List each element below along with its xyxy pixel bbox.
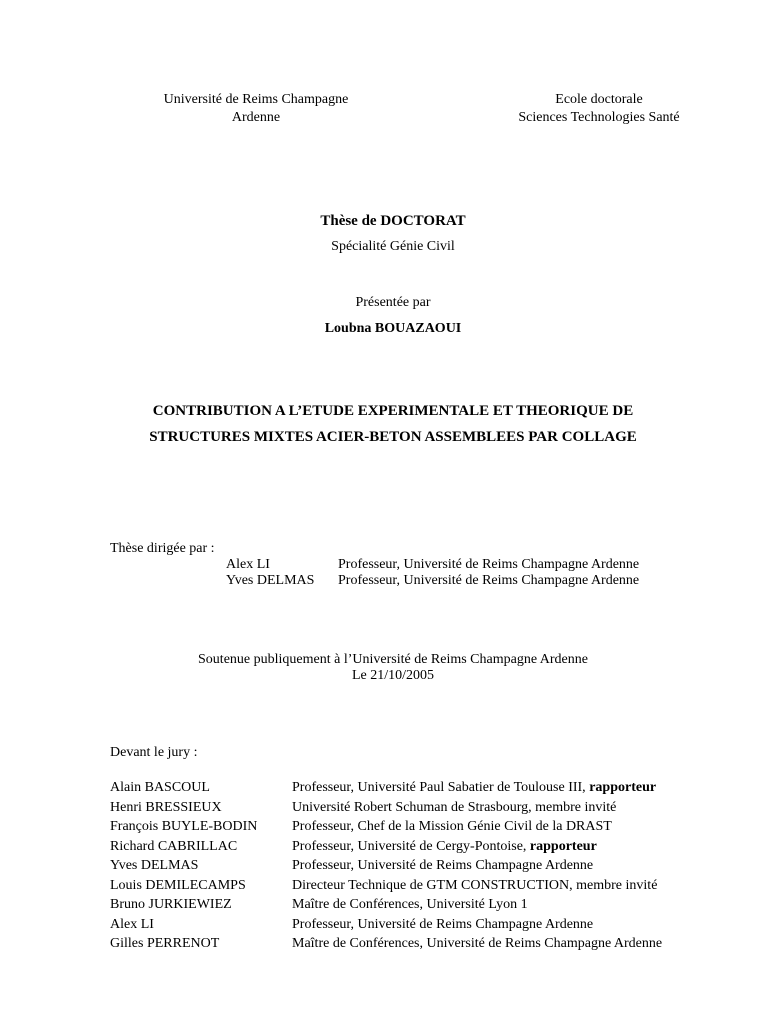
jury-member-role-text: Université Robert Schuman de Strasbourg, membre invité: [292, 799, 617, 815]
jury-member: [0, 778, 768, 798]
jury-member-role: [292, 934, 662, 954]
jury-member: [0, 837, 768, 857]
jury-label: Devant le jury :: [110, 745, 198, 760]
jury-member-role-text: Professeur, Université Paul Sabatier de Toulouse III,: [292, 780, 590, 795]
supervisor-1-name: Alex LI: [226, 557, 270, 572]
jury-member-role-text: Professeur, Université de Reims Champagne Ardenne: [292, 916, 594, 932]
jury-member-name: Bruno JURKIEWIEZ: [110, 897, 232, 912]
thesis-type: Thèse de DOCTORAT: [320, 213, 466, 229]
jury-member-role-text: Professeur, Université de Cergy-Pontoise,: [292, 838, 530, 854]
defense-date: Le 21/10/2005: [351, 668, 435, 683]
jury-member-name: Yves DELMAS: [110, 858, 199, 873]
jury-member-role: [292, 778, 656, 798]
thesis-title-line-2: STRUCTURES MIXTES ACIER-BETON ASSEMBLEES PAR COLLAGE: [149, 429, 637, 445]
jury-member-role: [292, 817, 612, 837]
jury-member-role: [292, 876, 657, 896]
defense-location: Soutenue publiquement à l’Université de Reims Champagne Ardenne: [198, 652, 588, 667]
jury-member-role-text: Directeur Technique de GTM CONSTRUCTION, membre invité: [292, 877, 658, 893]
jury-member: [0, 895, 768, 915]
jury-member: [0, 798, 768, 818]
supervisor-1-role: Professeur, Université de Reims Champagne Ardenne: [338, 557, 640, 572]
university-line-2: Ardenne: [231, 110, 281, 125]
jury-member: [0, 934, 768, 954]
doctoral-school: [488, 91, 710, 127]
university-name: [150, 91, 362, 127]
jury-member-role: [292, 856, 593, 876]
jury-member-role: [292, 837, 597, 857]
jury-member-role-bold: rapporteur: [589, 780, 657, 795]
presented-by: Présentée par: [355, 295, 431, 310]
jury-member-name: Gilles PERRENOT: [110, 936, 220, 951]
jury-member-role: [292, 915, 593, 935]
jury-member-role-text: Maître de Conférences, Université Lyon 1: [292, 897, 528, 912]
jury-member-role-text: Professeur, Université de Reims Champagne Ardenne: [292, 858, 594, 873]
jury-member-role-text: Professeur, Chef de la Mission Génie Civil de la DRAST: [292, 819, 612, 834]
jury-member-name: François BUYLE-BODIN: [110, 819, 258, 834]
jury-member: [0, 856, 768, 876]
jury-member-name: Louis DEMILECAMPS: [110, 877, 246, 893]
jury-member-name: Alex LI: [110, 916, 154, 932]
jury-member-name: Richard CABRILLAC: [110, 838, 238, 854]
thesis-specialty: Spécialité Génie Civil: [331, 239, 455, 254]
jury-member-name: Henri BRESSIEUX: [110, 799, 222, 815]
jury-member: [0, 915, 768, 935]
supervisor-2-name: Yves DELMAS: [226, 573, 315, 588]
jury-member-role: [292, 895, 528, 915]
jury-member-name: Alain BASCOUL: [110, 780, 210, 795]
university-line-1: Université de Reims Champagne: [163, 92, 349, 107]
jury-member-role-bold: rapporteur: [529, 838, 597, 854]
author-name: Loubna BOUAZAOUI: [324, 321, 462, 336]
supervision-label: Thèse dirigée par :: [110, 541, 215, 556]
school-line-2: Sciences Technologies Santé: [518, 110, 680, 125]
supervisor-2-role: Professeur, Université de Reims Champagne Ardenne: [338, 573, 640, 588]
thesis-title: [0, 398, 768, 450]
jury-member-role: [292, 798, 616, 818]
jury-member-role-text: Maître de Conférences, Université de Reims Champagne Ardenne: [292, 936, 663, 951]
jury-member: [0, 876, 768, 896]
jury-member: [0, 817, 768, 837]
school-line-1: Ecole doctorale: [555, 92, 643, 107]
thesis-title-line-1: CONTRIBUTION A L’ETUDE EXPERIMENTALE ET THEORIQUE DE: [152, 403, 634, 419]
